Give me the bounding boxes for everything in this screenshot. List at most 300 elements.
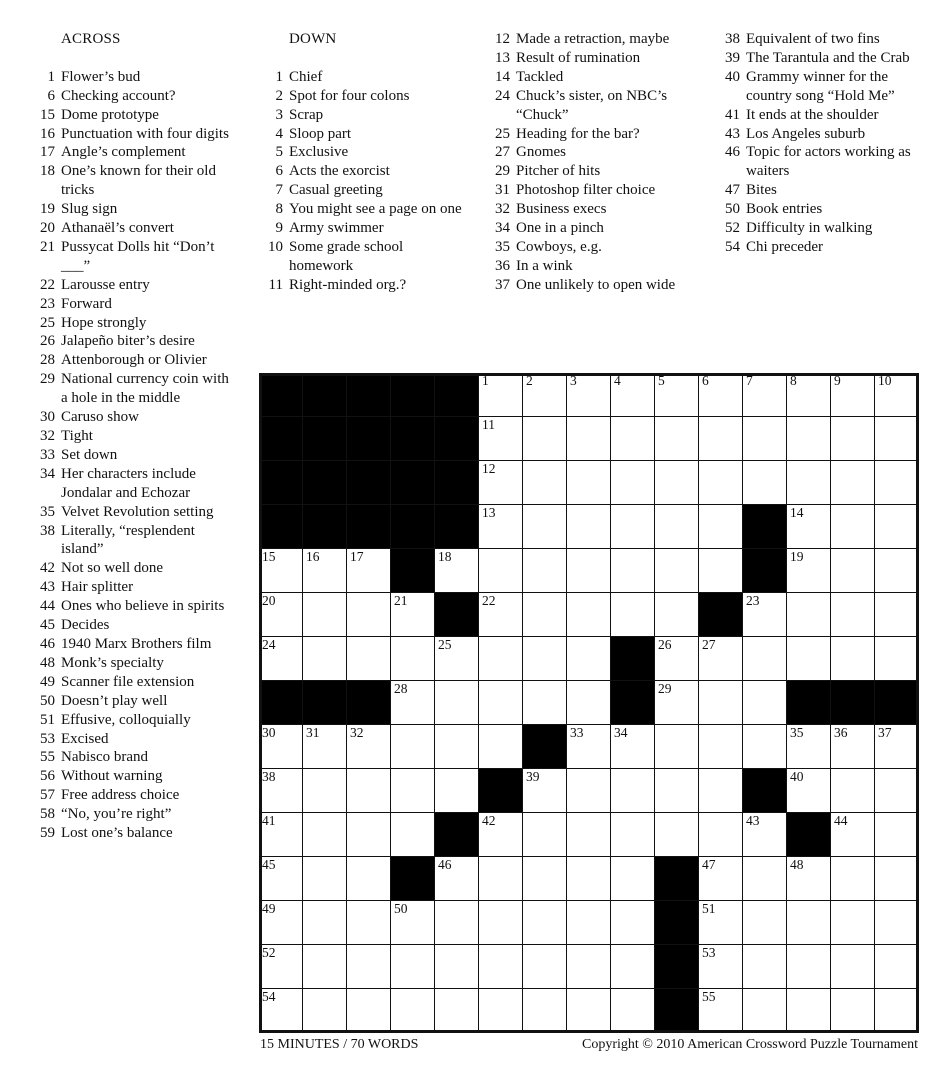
grid-block <box>435 373 479 417</box>
grid-cell[interactable] <box>787 989 831 1033</box>
clue-down-24 <box>488 87 698 125</box>
clue-across-35 <box>33 503 233 522</box>
grid-block <box>787 681 831 725</box>
clue-across-18 <box>33 162 233 200</box>
grid-cell[interactable] <box>567 857 611 901</box>
clue-text: Chi preceder <box>746 238 824 255</box>
clue-number: 12 <box>495 31 510 47</box>
grid-cell[interactable] <box>523 901 567 945</box>
grid-block <box>303 505 347 549</box>
grid-cell[interactable] <box>435 681 479 725</box>
grid-cell[interactable] <box>567 461 611 505</box>
grid-cell[interactable] <box>743 417 787 461</box>
clue-number: 20 <box>40 220 55 237</box>
grid-cell[interactable] <box>611 549 655 593</box>
grid-cell[interactable] <box>831 373 875 417</box>
clue-text: Right-minded org.? <box>289 276 407 293</box>
grid-cell[interactable] <box>567 637 611 681</box>
grid-cell[interactable] <box>699 637 743 681</box>
down-header: DOWN <box>289 31 337 47</box>
grid-cell[interactable] <box>259 901 303 945</box>
grid-cell[interactable] <box>347 901 391 945</box>
clue-number: 11 <box>268 276 283 293</box>
grid-block <box>259 417 303 461</box>
grid-cell[interactable] <box>523 637 567 681</box>
grid-cell[interactable] <box>523 945 567 989</box>
clue-number: 4 <box>275 125 283 142</box>
grid-cell[interactable] <box>875 769 919 813</box>
clue-number: 56 <box>40 768 55 785</box>
clue-number: 2 <box>275 87 283 104</box>
grid-cell[interactable] <box>611 901 655 945</box>
clue-down-25 <box>488 125 698 144</box>
clue-number: 21 <box>40 238 55 255</box>
grid-cell[interactable] <box>479 813 523 857</box>
grid-cell[interactable] <box>655 461 699 505</box>
grid-cell[interactable] <box>611 813 655 857</box>
clue-text: Tackled <box>516 68 564 85</box>
grid-cell[interactable] <box>391 725 435 769</box>
grid-cell[interactable] <box>611 769 655 813</box>
grid-cell[interactable] <box>391 637 435 681</box>
grid-cell[interactable] <box>303 857 347 901</box>
clue-down-10 <box>261 238 469 276</box>
clue-across-53 <box>33 730 233 749</box>
grid-cell[interactable] <box>875 637 919 681</box>
grid-cell[interactable] <box>875 417 919 461</box>
clue-across-38 <box>33 522 233 560</box>
grid-cell[interactable] <box>831 637 875 681</box>
clue-across-58 <box>33 805 233 824</box>
clue-down-13 <box>488 49 698 68</box>
grid-cell[interactable] <box>743 945 787 989</box>
grid-cell[interactable] <box>875 505 919 549</box>
grid-cell[interactable] <box>391 769 435 813</box>
grid-cell[interactable] <box>699 989 743 1033</box>
grid-cell[interactable] <box>479 417 523 461</box>
clue-number: 5 <box>275 144 283 161</box>
cell-number: 54 <box>262 989 276 1004</box>
grid-cell[interactable] <box>479 593 523 637</box>
grid-cell[interactable] <box>831 857 875 901</box>
grid-cell[interactable] <box>655 769 699 813</box>
grid-cell[interactable] <box>611 945 655 989</box>
clue-text: Slug sign <box>61 201 118 218</box>
grid-cell[interactable] <box>523 813 567 857</box>
grid-cell[interactable] <box>347 813 391 857</box>
grid-cell[interactable] <box>303 769 347 813</box>
grid-cell[interactable] <box>567 813 611 857</box>
grid-cell[interactable] <box>875 549 919 593</box>
grid-cell[interactable] <box>831 549 875 593</box>
grid-cell[interactable] <box>391 901 435 945</box>
clue-number: 3 <box>275 106 283 123</box>
grid-cell[interactable] <box>391 989 435 1033</box>
grid-cell[interactable] <box>479 725 523 769</box>
grid-block <box>347 417 391 461</box>
grid-cell[interactable] <box>523 417 567 461</box>
grid-block <box>435 417 479 461</box>
grid-cell[interactable] <box>743 857 787 901</box>
grid-cell[interactable] <box>567 505 611 549</box>
grid-cell[interactable] <box>875 461 919 505</box>
grid-cell[interactable] <box>259 769 303 813</box>
clue-number: 38 <box>725 31 740 47</box>
grid-cell[interactable] <box>479 901 523 945</box>
grid-cell[interactable] <box>611 593 655 637</box>
grid-cell[interactable] <box>347 549 391 593</box>
grid-cell[interactable] <box>259 725 303 769</box>
clue-down-50 <box>718 200 928 219</box>
cell-number: 41 <box>262 813 276 828</box>
grid-cell[interactable] <box>655 505 699 549</box>
grid-cell[interactable] <box>479 549 523 593</box>
cell-number: 24 <box>262 637 276 652</box>
grid-cell[interactable] <box>787 373 831 417</box>
grid-cell[interactable] <box>567 373 611 417</box>
cell-number: 27 <box>702 637 716 652</box>
clue-down-41 <box>718 106 928 125</box>
clue-across-25 <box>33 314 233 333</box>
clue-down-54 <box>718 238 928 257</box>
clue-down-32 <box>488 200 698 219</box>
clue-down-6 <box>261 162 469 181</box>
clue-number: 6 <box>47 87 55 104</box>
cell-number: 49 <box>262 901 276 916</box>
grid-cell[interactable] <box>831 989 875 1033</box>
clue-across-56 <box>33 767 233 786</box>
grid-cell[interactable] <box>655 681 699 725</box>
clue-number: 15 <box>40 106 55 123</box>
clue-text: Book entries <box>746 201 823 218</box>
grid-cell[interactable] <box>611 505 655 549</box>
grid-cell[interactable] <box>567 769 611 813</box>
cell-number: 53 <box>702 945 716 960</box>
clue-text: Made a retraction, maybe <box>516 31 670 47</box>
clue-across-15 <box>33 106 233 125</box>
grid-cell[interactable] <box>259 813 303 857</box>
grid-cell[interactable] <box>303 989 347 1033</box>
grid-cell[interactable] <box>523 549 567 593</box>
grid-cell[interactable] <box>303 549 347 593</box>
grid-cell[interactable] <box>875 593 919 637</box>
grid-block <box>655 857 699 901</box>
grid-cell[interactable] <box>743 461 787 505</box>
grid-cell[interactable] <box>743 725 787 769</box>
grid-cell[interactable] <box>787 769 831 813</box>
grid-cell[interactable] <box>655 637 699 681</box>
grid-cell[interactable] <box>787 505 831 549</box>
grid-cell[interactable] <box>875 373 919 417</box>
cell-number: 23 <box>746 593 760 608</box>
clue-across-1 <box>33 68 233 87</box>
clue-down-2 <box>261 87 469 106</box>
clue-text: Without warning <box>61 768 163 785</box>
grid-cell[interactable] <box>479 505 523 549</box>
clue-down-3 <box>261 106 469 125</box>
grid-cell[interactable] <box>611 857 655 901</box>
grid-cell[interactable] <box>435 901 479 945</box>
cell-number: 44 <box>834 813 848 828</box>
grid-cell[interactable] <box>347 769 391 813</box>
cell-number: 37 <box>878 725 892 740</box>
grid-cell[interactable] <box>435 549 479 593</box>
grid-cell[interactable] <box>303 725 347 769</box>
grid-cell[interactable] <box>435 945 479 989</box>
grid-cell[interactable] <box>347 725 391 769</box>
grid-cell[interactable] <box>391 593 435 637</box>
grid-cell[interactable] <box>875 901 919 945</box>
grid-cell[interactable] <box>831 505 875 549</box>
grid-cell[interactable] <box>787 593 831 637</box>
clue-number: 8 <box>275 201 283 218</box>
clue-down-52 <box>718 219 928 238</box>
clue-number: 18 <box>40 163 55 180</box>
grid-cell[interactable] <box>831 417 875 461</box>
grid-cell[interactable] <box>831 769 875 813</box>
grid-cell[interactable] <box>655 725 699 769</box>
grid-cell[interactable] <box>391 681 435 725</box>
grid-cell[interactable] <box>303 945 347 989</box>
grid-cell[interactable] <box>787 945 831 989</box>
grid-cell[interactable] <box>611 725 655 769</box>
grid-cell[interactable] <box>259 989 303 1033</box>
clue-down-29 <box>488 162 698 181</box>
grid-cell[interactable] <box>787 637 831 681</box>
clue-text: Los Angeles suburb <box>746 125 866 142</box>
clue-number: 16 <box>40 125 55 142</box>
cell-number: 6 <box>702 373 709 388</box>
grid-cell[interactable] <box>611 461 655 505</box>
clue-down-37 <box>488 276 698 295</box>
grid-cell[interactable] <box>655 417 699 461</box>
grid-cell[interactable] <box>259 637 303 681</box>
grid-cell[interactable] <box>435 989 479 1033</box>
clue-text: Difficulty in walking <box>746 220 873 237</box>
grid-cell[interactable] <box>567 901 611 945</box>
clue-number: 36 <box>495 257 510 274</box>
grid-cell[interactable] <box>567 549 611 593</box>
grid-cell[interactable] <box>567 989 611 1033</box>
grid-cell[interactable] <box>479 373 523 417</box>
grid-block <box>391 417 435 461</box>
grid-cell[interactable] <box>743 681 787 725</box>
cell-number: 4 <box>614 373 621 388</box>
grid-cell[interactable] <box>699 417 743 461</box>
grid-cell[interactable] <box>787 857 831 901</box>
clue-text: Sloop part <box>289 125 352 142</box>
grid-cell[interactable] <box>831 901 875 945</box>
grid-block <box>611 637 655 681</box>
grid-cell[interactable] <box>523 373 567 417</box>
grid-cell[interactable] <box>699 945 743 989</box>
grid-cell[interactable] <box>435 857 479 901</box>
grid-cell[interactable] <box>831 461 875 505</box>
grid-cell[interactable] <box>259 945 303 989</box>
cell-number: 9 <box>834 373 841 388</box>
grid-cell[interactable] <box>347 593 391 637</box>
clue-number: 32 <box>40 428 55 444</box>
clue-across-29 <box>33 370 233 408</box>
grid-cell[interactable] <box>435 637 479 681</box>
clue-number: 49 <box>40 673 55 690</box>
grid-cell[interactable] <box>787 549 831 593</box>
grid-cell[interactable] <box>699 505 743 549</box>
cell-number: 46 <box>438 857 452 872</box>
grid-cell[interactable] <box>303 813 347 857</box>
grid-cell[interactable] <box>699 769 743 813</box>
grid-cell[interactable] <box>875 989 919 1033</box>
grid-cell[interactable] <box>699 461 743 505</box>
cell-number: 7 <box>746 373 753 388</box>
grid-cell[interactable] <box>567 593 611 637</box>
grid-cell[interactable] <box>743 373 787 417</box>
grid-cell[interactable] <box>347 637 391 681</box>
clue-down-47 <box>718 181 928 200</box>
cell-number: 5 <box>658 373 665 388</box>
clue-across-20 <box>33 219 233 238</box>
grid-cell[interactable] <box>523 593 567 637</box>
grid-cell[interactable] <box>655 549 699 593</box>
grid-cell[interactable] <box>875 725 919 769</box>
grid-cell[interactable] <box>611 417 655 461</box>
grid-cell[interactable] <box>479 945 523 989</box>
grid-cell[interactable] <box>523 857 567 901</box>
grid-block <box>347 373 391 417</box>
clue-across-42 <box>33 559 233 578</box>
grid-cell[interactable] <box>523 461 567 505</box>
cell-number: 39 <box>526 769 540 784</box>
grid-cell[interactable] <box>699 549 743 593</box>
grid-cell[interactable] <box>831 725 875 769</box>
clue-text: Topic for actors working as waiters <box>746 144 911 180</box>
grid-cell[interactable] <box>303 593 347 637</box>
grid-cell[interactable] <box>743 593 787 637</box>
grid-cell[interactable] <box>699 725 743 769</box>
grid-cell[interactable] <box>655 813 699 857</box>
clue-number: 34 <box>40 465 55 482</box>
grid-cell[interactable] <box>259 593 303 637</box>
grid-cell[interactable] <box>567 681 611 725</box>
clue-number: 29 <box>495 163 510 180</box>
grid-cell[interactable] <box>303 901 347 945</box>
clue-text: Tight <box>61 428 93 444</box>
grid-cell[interactable] <box>787 417 831 461</box>
grid-cell[interactable] <box>743 637 787 681</box>
clue-text: In a wink <box>516 257 573 274</box>
grid-cell[interactable] <box>787 461 831 505</box>
grid-cell[interactable] <box>743 813 787 857</box>
grid-cell[interactable] <box>787 901 831 945</box>
grid-cell[interactable] <box>391 945 435 989</box>
grid-cell[interactable] <box>523 505 567 549</box>
grid-cell[interactable] <box>391 813 435 857</box>
grid-cell[interactable] <box>347 857 391 901</box>
cell-number: 10 <box>878 373 892 388</box>
clue-text: It ends at the shoulder <box>746 106 879 123</box>
grid-cell[interactable] <box>435 725 479 769</box>
grid-cell[interactable] <box>259 857 303 901</box>
grid-cell[interactable] <box>875 945 919 989</box>
grid-cell[interactable] <box>479 989 523 1033</box>
clue-number: 43 <box>40 579 55 596</box>
grid-cell[interactable] <box>523 989 567 1033</box>
grid-cell[interactable] <box>831 593 875 637</box>
grid-cell[interactable] <box>567 945 611 989</box>
grid-cell[interactable] <box>347 945 391 989</box>
grid-cell[interactable] <box>831 945 875 989</box>
grid-cell[interactable] <box>875 813 919 857</box>
clue-across-59 <box>33 824 233 843</box>
grid-cell[interactable] <box>259 549 303 593</box>
grid-cell[interactable] <box>831 813 875 857</box>
clue-number: 17 <box>40 144 55 161</box>
clue-number: 43 <box>725 125 740 142</box>
grid-cell[interactable] <box>655 373 699 417</box>
clue-number: 25 <box>40 314 55 331</box>
grid-cell[interactable] <box>787 725 831 769</box>
grid-cell[interactable] <box>523 769 567 813</box>
cell-number: 36 <box>834 725 848 740</box>
grid-cell[interactable] <box>435 769 479 813</box>
grid-cell[interactable] <box>699 681 743 725</box>
grid-cell[interactable] <box>743 989 787 1033</box>
clue-down-39 <box>718 49 928 68</box>
grid-cell[interactable] <box>743 901 787 945</box>
grid-cell[interactable] <box>303 637 347 681</box>
clue-text: Lost one’s balance <box>61 825 173 842</box>
grid-cell[interactable] <box>875 857 919 901</box>
cell-number: 20 <box>262 593 276 608</box>
grid-cell[interactable] <box>567 725 611 769</box>
grid-cell[interactable] <box>479 461 523 505</box>
clue-number: 35 <box>40 503 55 520</box>
cell-number: 52 <box>262 945 276 960</box>
grid-cell[interactable] <box>699 373 743 417</box>
clue-across-6 <box>33 87 233 106</box>
clue-text: Some grade school homework <box>289 238 404 274</box>
grid-cell[interactable] <box>699 813 743 857</box>
grid-cell[interactable] <box>655 593 699 637</box>
grid-cell[interactable] <box>479 857 523 901</box>
grid-cell[interactable] <box>479 681 523 725</box>
clue-number: 41 <box>725 106 740 123</box>
clue-text: Forward <box>61 295 112 312</box>
clue-text: One in a pinch <box>516 220 604 237</box>
clue-number: 13 <box>495 49 510 66</box>
grid-cell[interactable] <box>699 857 743 901</box>
clue-text: Acts the exorcist <box>289 163 390 180</box>
grid-cell[interactable] <box>523 681 567 725</box>
cell-number: 50 <box>394 901 408 916</box>
grid-cell[interactable] <box>699 901 743 945</box>
clue-number: 37 <box>495 276 510 293</box>
cell-number: 47 <box>702 857 716 872</box>
clue-text: National currency coin with a hole in the middle <box>61 371 229 407</box>
down-clue-list-1 <box>261 30 469 295</box>
grid-cell[interactable] <box>611 989 655 1033</box>
grid-cell[interactable] <box>567 417 611 461</box>
grid-block <box>259 505 303 549</box>
clue-text: Checking account? <box>61 87 176 104</box>
clue-number: 23 <box>40 295 55 312</box>
down-clue-list-3 <box>718 30 928 257</box>
grid-cell[interactable] <box>479 637 523 681</box>
clue-across-16 <box>33 125 233 144</box>
clue-number: 50 <box>725 201 740 218</box>
grid-cell[interactable] <box>611 373 655 417</box>
grid-cell[interactable] <box>347 989 391 1033</box>
